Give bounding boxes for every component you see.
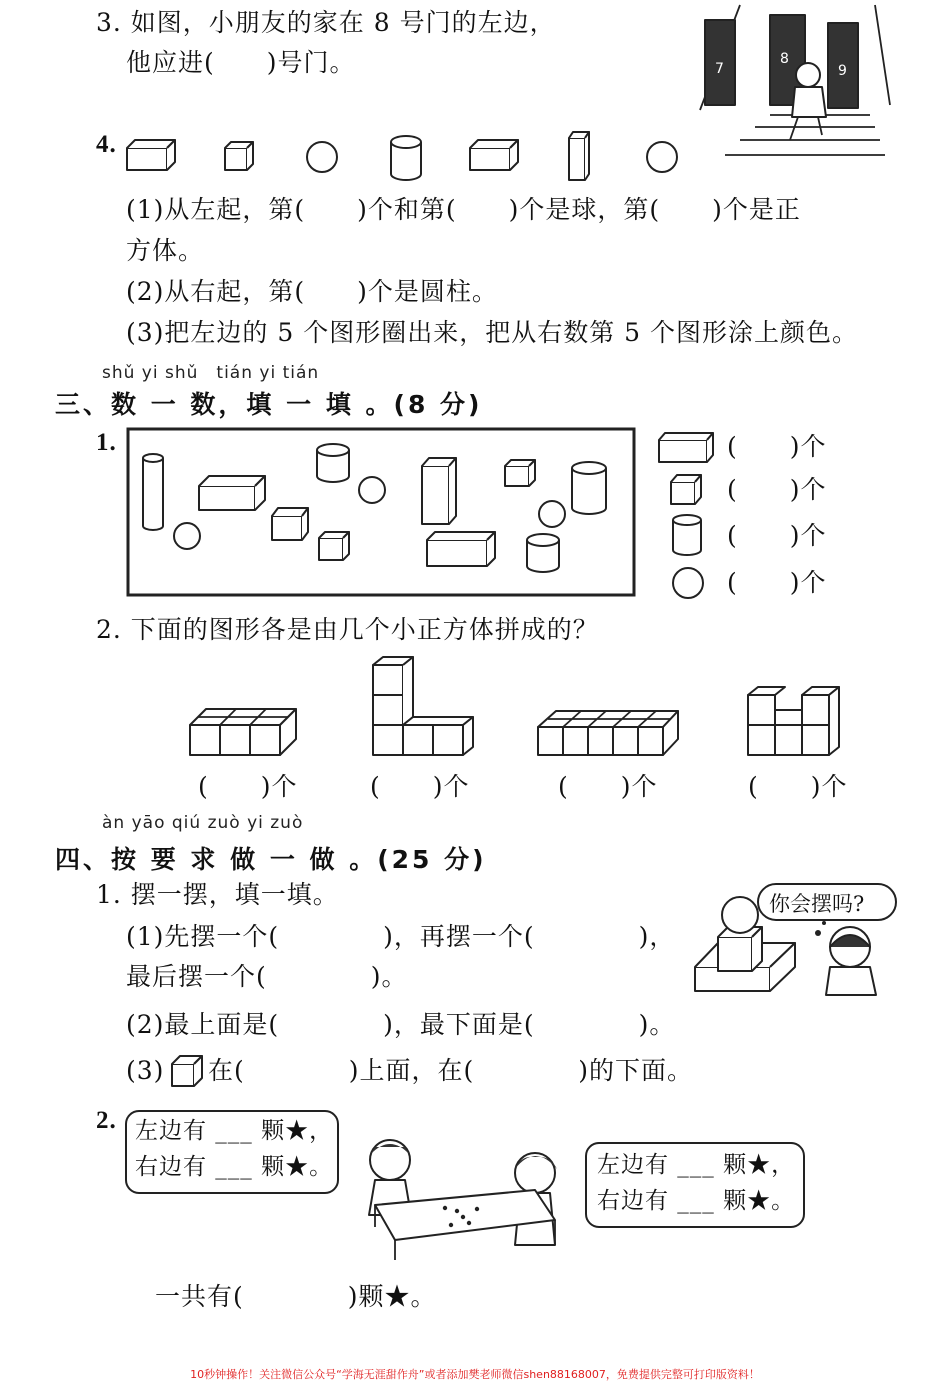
assembly-1	[190, 709, 296, 755]
assembly-2-answer[interactable]: ( )个	[370, 772, 470, 801]
section4-title: 四、按 要 求 做 一 做 。(25 分)	[55, 845, 487, 874]
count-cylinder-answer[interactable]: ( )个	[727, 521, 827, 550]
s4-q2-label: 2.	[96, 1107, 117, 1134]
sphere-shape-1	[307, 142, 337, 172]
count-cube-answer[interactable]: ( )个	[727, 475, 827, 504]
total-stars-text: 一共有( )颗★。	[155, 1282, 437, 1311]
stacked-shapes-illustration	[690, 895, 890, 1005]
section3-pinyin: shǔ yi shǔ tián yi tián	[102, 363, 320, 383]
box-sphere-1	[174, 523, 200, 549]
left-bubble-line1: 左边有 ___ 颗★，	[135, 1118, 334, 1144]
box-cylinder-1	[317, 444, 349, 482]
box-cube-1	[272, 508, 308, 540]
footer-note: 10秒钟操作！关注微信公众号“学海无涯甜作舟”或者添加樊老师微信shen88168007，免费提供完整可打印版资料！	[190, 1368, 760, 1381]
assembly-2	[373, 657, 473, 755]
box-cube-2	[319, 532, 349, 560]
box-tall-cylinder	[143, 454, 163, 530]
left-bubble-line2: 右边有 ___ 颗★。	[135, 1154, 334, 1180]
left-speech-bubble	[125, 1110, 339, 1194]
s4-sub3-post: 在( )上面，在( )的下面。	[208, 1056, 694, 1085]
legend-cube-icon	[671, 475, 701, 504]
s3-q1-label: 1.	[96, 429, 117, 456]
legend-cylinder-icon	[673, 515, 701, 555]
box-cylinder-3	[527, 534, 559, 572]
shapes-count-box	[127, 428, 637, 598]
cube-assemblies	[188, 655, 848, 765]
assembly-3	[538, 711, 678, 755]
q4-sub3: (3)把左边的 5 个图形圈出来，把从右数第 5 个图形涂上颜色。	[126, 318, 859, 347]
door-illustration	[700, 5, 890, 165]
legend-cuboid-icon	[659, 433, 713, 462]
door-7-label: 7	[715, 61, 724, 77]
cuboid-shape-2	[470, 140, 518, 170]
box-cube-3	[505, 460, 535, 486]
q4-sub2: (2)从右起，第( )个是圆柱。	[126, 277, 498, 306]
q3-line1: 3. 如图，小朋友的家在 8 号门的左边，	[96, 8, 556, 37]
s3-q2-text: 2. 下面的图形各是由几个小正方体拼成的？	[96, 615, 599, 644]
box-sphere-2	[359, 477, 385, 503]
cylinder-shape-1	[391, 136, 421, 180]
section4-pinyin: àn yāo qiú zuò yi zuò	[102, 813, 304, 833]
box-tall-cuboid	[422, 458, 456, 524]
s4-sub1a: (1)先摆一个( )，再摆一个( )，	[126, 922, 676, 951]
q4-sub1b: 方体。	[126, 236, 205, 265]
box-cuboid-2	[427, 532, 495, 566]
s4-q1-text: 1. 摆一摆，填一填。	[96, 880, 339, 909]
right-speech-bubble	[585, 1142, 805, 1228]
count-legend-shapes	[655, 428, 720, 603]
assembly-4	[748, 687, 839, 755]
children-table-illustration	[345, 1135, 585, 1265]
door-9-label: 9	[838, 63, 847, 79]
cube-shape-1	[225, 142, 253, 170]
section3-title: 三、数 一 数，填 一 填 。(8 分)	[55, 390, 483, 419]
legend-sphere-icon	[673, 568, 703, 598]
q4-sub1a: (1)从左起，第( )个和第( )个是球，第( )个是正	[126, 195, 801, 224]
count-sphere-answer[interactable]: ( )个	[727, 568, 827, 597]
right-bubble-line2: 右边有 ___ 颗★。	[597, 1188, 796, 1214]
cuboid-shape-1	[127, 140, 175, 170]
assembly-1-answer[interactable]: ( )个	[198, 772, 298, 801]
door-8-label: 8	[780, 51, 789, 67]
right-bubble-line1: 左边有 ___ 颗★，	[597, 1152, 796, 1178]
bubble-text: 你会摆吗?	[769, 892, 865, 916]
box-cylinder-2	[572, 462, 606, 514]
s4-sub1b: 最后摆一个( )。	[126, 962, 408, 991]
box-cuboid-1	[199, 476, 265, 510]
tall-cuboid-shape	[569, 132, 589, 180]
count-cuboid-answer[interactable]: ( )个	[727, 432, 827, 461]
small-cube-icon	[170, 1054, 204, 1088]
q4-label: 4.	[96, 131, 117, 158]
q3-line2: 他应进( )号门。	[126, 48, 356, 77]
box-sphere-3	[539, 501, 565, 527]
s4-sub3-pre: (3)	[126, 1056, 165, 1085]
s4-sub2: (2)最上面是( )，最下面是( )。	[126, 1010, 676, 1039]
sphere-shape-2	[647, 142, 677, 172]
assembly-4-answer[interactable]: ( )个	[748, 772, 848, 801]
q4-shapes-row	[125, 130, 695, 190]
assembly-3-answer[interactable]: ( )个	[558, 772, 658, 801]
